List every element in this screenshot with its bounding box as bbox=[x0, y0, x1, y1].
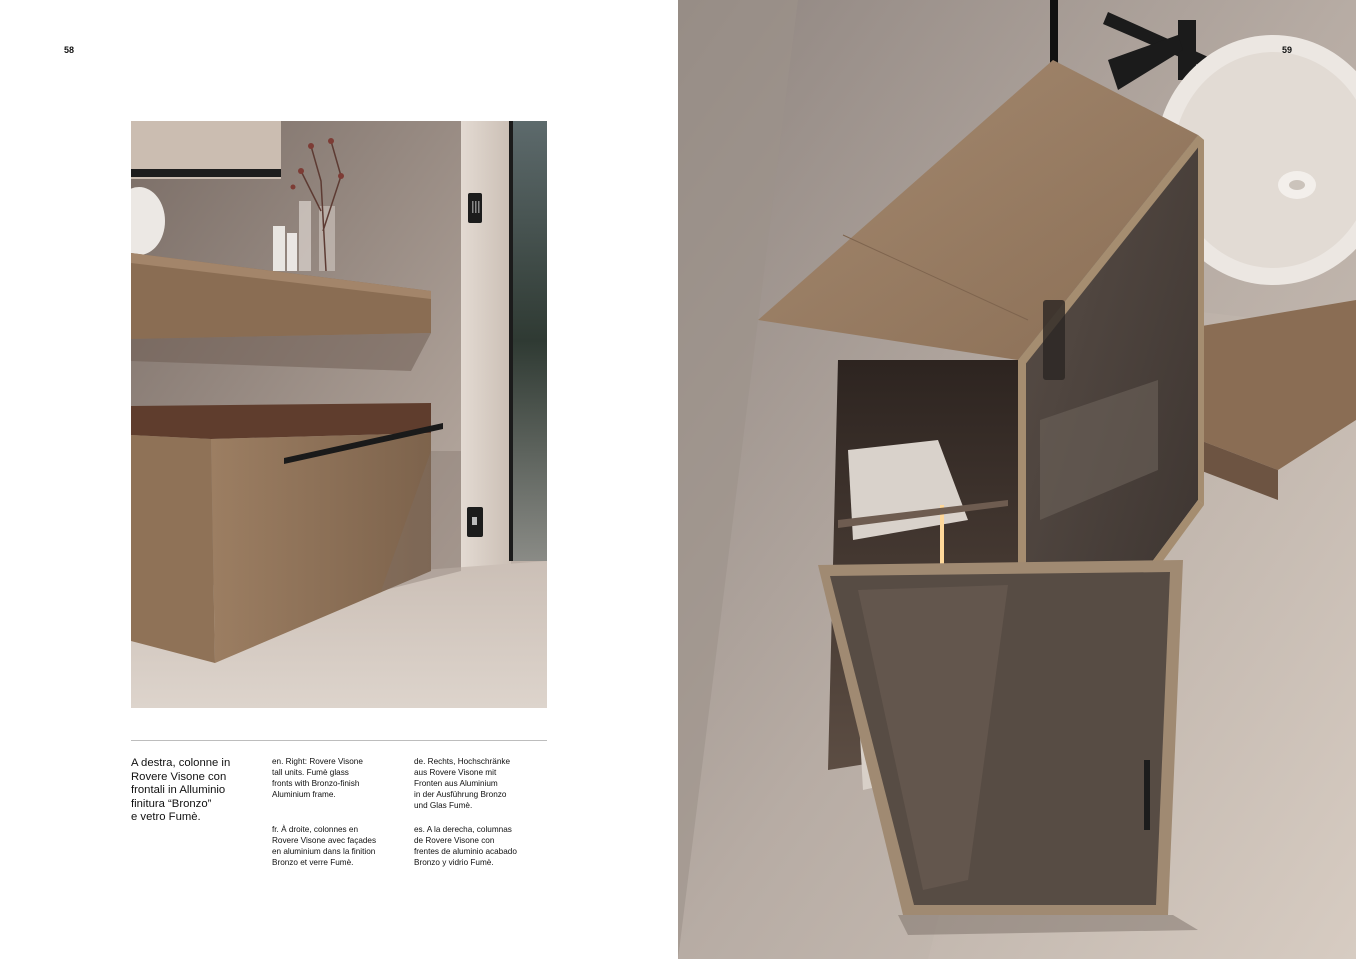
caption-spanish: es. A la derecha, columnas de Rovere Visone con frentes de aluminio acabado Bronzo y vidrio Fumè. bbox=[414, 825, 517, 867]
right-page-number: 59 bbox=[1282, 45, 1293, 55]
caption-english: en. Right: Rovere Visone tall units. Fumè glass fronts with Bronzo-finish Aluminium frame. bbox=[272, 757, 363, 799]
tall-unit-illustration bbox=[678, 0, 1356, 959]
vanity-drawer-illustration bbox=[131, 121, 547, 708]
right-page bbox=[678, 0, 1356, 959]
caption-italian: A destra, colonne in Rovere Visone con frontali in Alluminio finitura “Bronzo” e vetro Fumè. bbox=[131, 757, 231, 824]
caption-divider bbox=[131, 740, 547, 741]
caption-german: de. Rechts, Hochschränke aus Rovere Visone mit Fronten aus Aluminium in der Ausführung Bronzo und Glas Fumè. bbox=[414, 757, 511, 810]
vanity-drawer-photo bbox=[131, 121, 547, 708]
caption-french: fr. À droite, colonnes en Rovere Visone avec façades en aluminium dans la finition Bronzo et verre Fumè. bbox=[272, 825, 377, 867]
left-page-number: 58 bbox=[64, 45, 75, 55]
